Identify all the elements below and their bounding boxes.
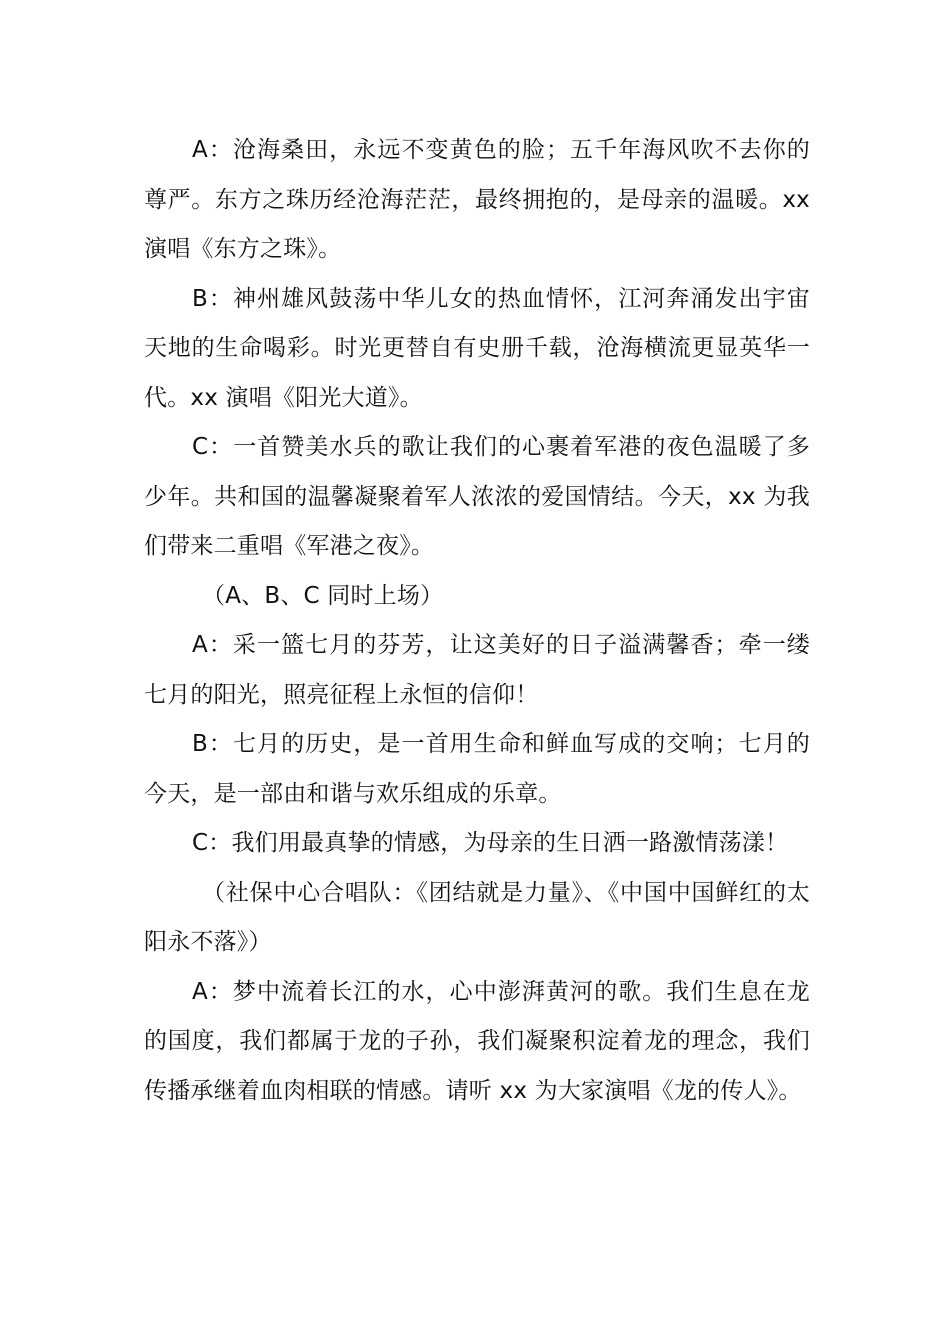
- paragraph-a-dragon-descendants: A：梦中流着长江的水，心中澎湃黄河的歌。我们生息在龙的国度，我们都属于龙的子孙，我们凝聚积淀着龙的理念，我们传播承继着血肉相联的情感。请听 xx 为大家演唱《龙的传人》。: [144, 978, 810, 1104]
- script-body: [144, 126, 810, 1116]
- paragraph-c-naval-port-night: C：一首赞美水兵的歌让我们的心裹着军港的夜色温暖了多少年。共和国的温馨凝聚着军人浓浓的爱国情结。今天，xx 为我们带来二重唱《军港之夜》。: [144, 434, 810, 559]
- paragraph-c-mother-birthday: C：我们用最真挚的情感，为母亲的生日洒一路激情荡漾！: [192, 830, 789, 856]
- paragraph-a-east-pearl: A：沧海桑田，永远不变黄色的脸；五千年海风吹不去你的尊严。东方之珠历经沧海茫茫，最终拥抱的，是母亲的温暖。xx 演唱《东方之珠》。: [144, 137, 810, 262]
- paragraph-b-sunshine-road: B：神州雄风鼓荡中华儿女的热血情怀，江河奔涌发出宇宙天地的生命喝彩。时光更替自有史册千载，沧海横流更显英华一代。xx 演唱《阳光大道》。: [144, 285, 810, 411]
- stage-direction-choir: （社保中心合唱队：《团结就是力量》、《中国中国鲜红的太阳永不落》）: [144, 879, 810, 955]
- paragraph-a-july-fragrance: A：采一篮七月的芬芳，让这美好的日子溢满馨香；牵一缕七月的阳光，照亮征程上永恒的信仰！: [144, 632, 810, 708]
- stage-direction-all-enter: （A、B、C 同时上场）: [202, 582, 444, 609]
- paragraph-b-july-history: B：七月的历史，是一首用生命和鲜血写成的交响；七月的今天，是一部由和谐与欢乐组成的乐章。: [144, 731, 810, 807]
